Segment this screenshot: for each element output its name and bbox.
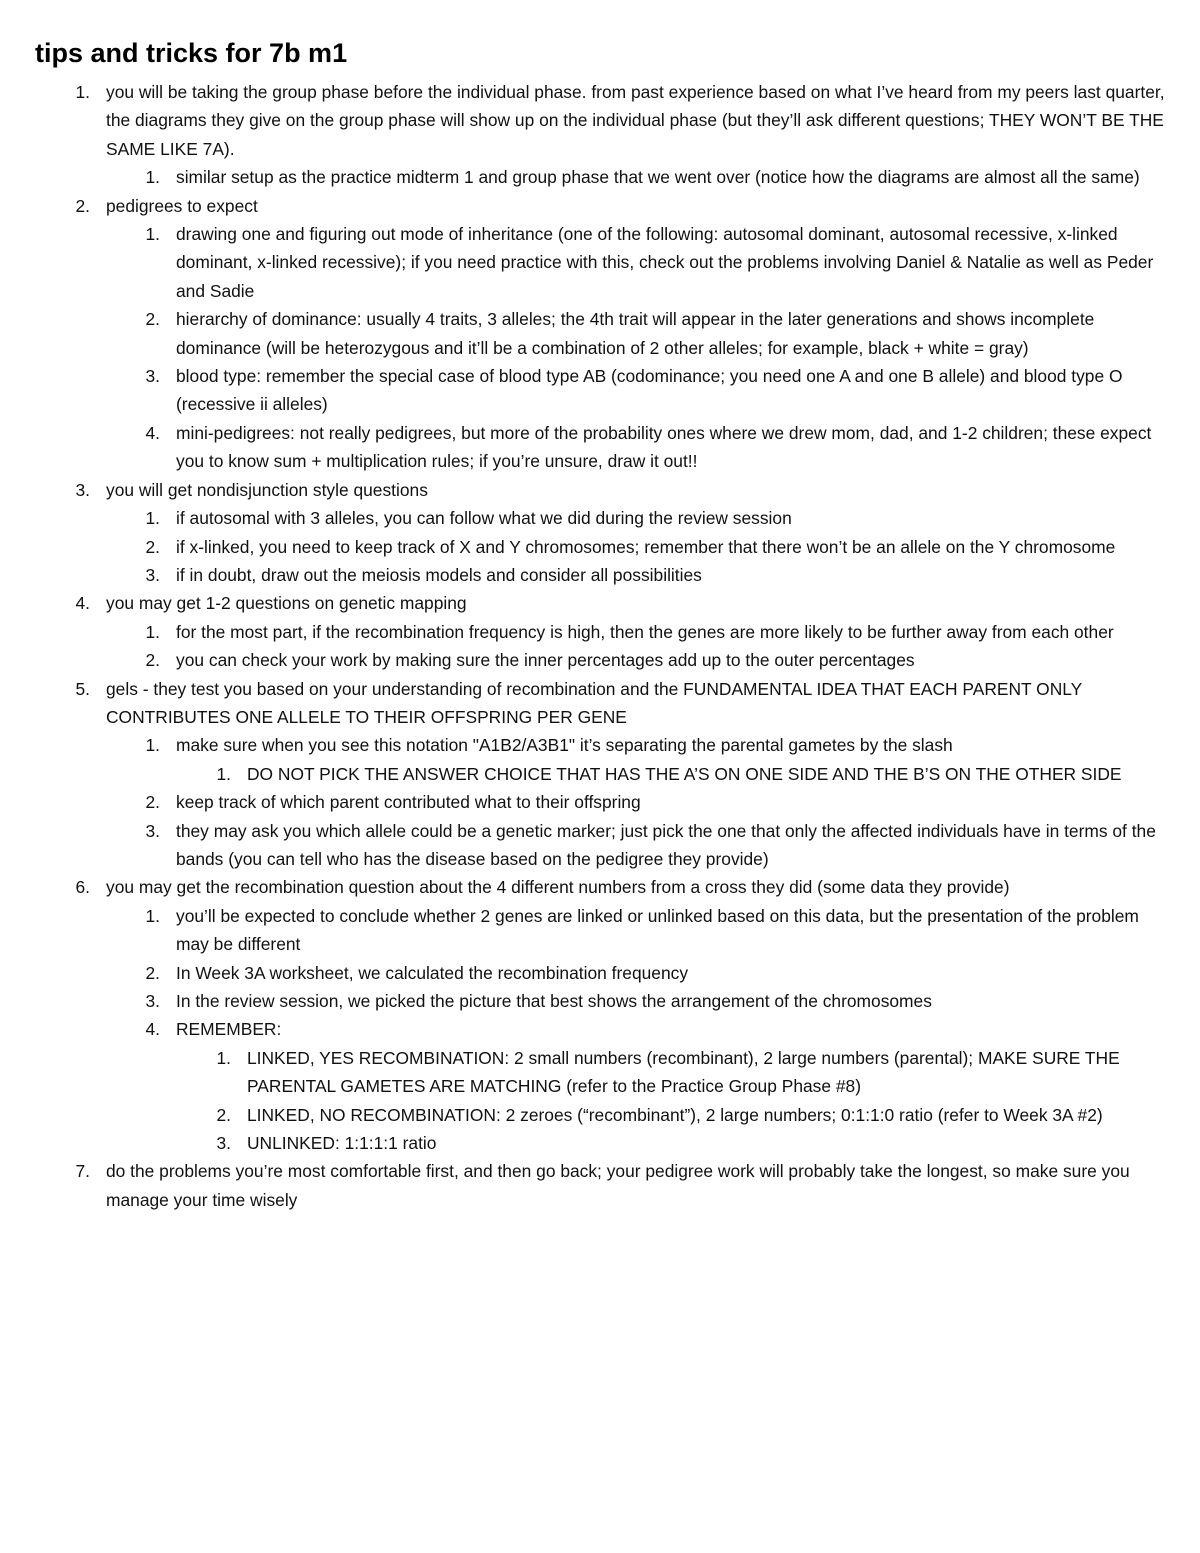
list-number: 3. [145,991,160,1011]
list-number: 1. [145,621,160,642]
list-item-text: gels - they test you based on your understanding of recombination and the FUNDAMENTAL IDEA THAT EACH PARENT ONLY CONTRIBUTES ONE ALLELE TO THEIR OFFSPRING PER GENE [106,678,1082,727]
list-item [145,817,1172,874]
tip-section-4 [75,589,1172,674]
list-item [145,731,1172,788]
list-item-text: you will be taking the group phase before the individual phase. from past experience based on what I’ve heard from my peers last quarter, the diagrams they give on the group phase will show up on the individual phase (but they’ll ask different questions; THEY WON’T BE THE SAME LIKE 7A). [106,82,1165,159]
list-item [145,902,1172,959]
list-item-text: you’ll be expected to conclude whether 2 genes are linked or unlinked based on this data, but the presentation of the problem may be different [176,905,1139,955]
list-number: 1. [216,1047,231,1068]
list-item-text: LINKED, YES RECOMBINATION: 2 small numbers (recombinant), 2 large numbers (parental); MAKE SURE THE PARENTAL GAMETES ARE MATCHING (refer to the Practice Group Phase #8) [247,1047,1120,1097]
list-item [145,959,1172,987]
list-number: 2. [75,195,90,216]
list-item [145,220,1172,305]
list-number: 1. [145,905,160,926]
list-number: 1. [216,763,231,784]
list-number: 2. [145,309,160,330]
list-number: 3. [145,564,160,585]
sub-sub-list [0,1044,1172,1158]
list-number: 3. [216,1133,231,1154]
tip-section-3 [75,476,1172,590]
tip-section-5 [75,675,1172,874]
tip-section-6 [75,873,1172,1157]
sub-list [0,618,1172,675]
list-item-text: make sure when you see this notation "A1B2/A3B1" it’s separating the parental gametes by the slash [176,735,953,756]
list-number: 3. [75,479,90,500]
list-item-text: if in doubt, draw out the meiosis models and consider all possibilities [176,564,702,585]
sub-sub-list [0,760,1172,788]
list-item-text: you may get 1-2 questions on genetic mapping [106,593,467,614]
sub-list [0,220,1172,476]
list-item-text: if autosomal with 3 alleles, you can follow what we did during the review session [176,508,792,529]
list-number: 1. [75,82,90,102]
list-item-text: you will get nondisjunction style questions [106,479,428,500]
list-item-text: UNLINKED: 1:1:1:1 ratio [247,1133,437,1154]
list-item-text: REMEMBER: [176,1019,282,1040]
list-item [145,163,1172,191]
list-item-text: In the review session, we picked the picture that best shows the arrangement of the chromosomes [176,991,932,1011]
list-item-text: hierarchy of dominance: usually 4 traits, 3 alleles; the 4th trait will appear in the later generations and shows incomplete dominance (will be heterozygous and it’ll be a combination of 2 other alleles; for example, black + white = gray) [176,309,1095,358]
list-item-text: you may get the recombination question about the 4 different numbers from a cross they did (some data they provide) [106,877,1010,898]
list-item [145,305,1172,362]
list-item [145,561,1172,589]
sub-list [0,731,1172,873]
list-number: 1. [145,508,160,529]
list-item [145,646,1172,674]
tip-section-2 [75,192,1172,476]
list-item [216,760,1172,788]
list-item-text: do the problems you’re most comfortable first, and then go back; your pedigree work will probably take the longest, so make sure you manage your time wisely [106,1161,1130,1210]
list-item-text: blood type: remember the special case of blood type AB (codominance; you need one A and one B allele) and blood type O (recessive ii alleles) [176,366,1123,415]
list-item-text: In Week 3A worksheet, we calculated the recombination frequency [176,962,689,983]
list-number: 3. [145,820,160,841]
list-item-text: similar setup as the practice midterm 1 and group phase that we went over (notice how the diagrams are almost all the same) [176,167,1140,188]
list-number: 2. [145,650,160,671]
list-item-text: for the most part, if the recombination frequency is high, then the genes are more likely to be further away from each other [176,621,1114,642]
list-number: 2. [145,962,160,983]
list-item [145,987,1172,1015]
list-number: 2. [216,1104,231,1125]
list-item-text: if x-linked, you need to keep track of X and Y chromosomes; remember that there won’t be an allele on the Y chromosome [176,536,1116,557]
tip-section-1 [75,78,1172,192]
list-item [216,1044,1172,1101]
list-item-text: LINKED, NO RECOMBINATION: 2 zeroes (“recombinant”), 2 large numbers; 0:1:1:0 ratio (refer to Week 3A #2) [247,1104,1103,1125]
list-item-text: pedigrees to expect [106,195,258,216]
page-title: tips and tricks for 7b m1 [35,38,348,68]
list-item [145,362,1172,419]
list-item [145,504,1172,532]
list-item [216,1129,1172,1157]
list-item-text: mini-pedigrees: not really pedigrees, but more of the probability ones where we drew mom, dad, and 1-2 children; these expect you to know sum + multiplication rules; if you’re unsure, draw it out!! [176,422,1152,472]
list-number: 1. [145,735,160,756]
list-number: 1. [145,167,160,188]
sub-list [0,504,1172,589]
list-item [216,1101,1172,1129]
tip-section-7 [75,1157,1172,1214]
list-number: 4. [75,593,90,614]
list-number: 6. [75,877,90,898]
list-item-text: you can check your work by making sure the inner percentages add up to the outer percentages [176,650,915,671]
sub-list [0,163,1172,191]
list-number: 2. [145,792,160,813]
list-item-text: they may ask you which allele could be a genetic marker; just pick the one that only the affected individuals have in terms of the bands (you can tell who has the disease based on the pedigree they provide) [176,820,1156,869]
list-item-text: keep track of which parent contributed what to their offspring [176,792,641,813]
sub-list [0,902,1172,1158]
tips-list [0,78,1172,1214]
list-number: 5. [75,678,90,699]
tips-list-container [0,78,1200,1214]
list-number: 4. [145,1019,160,1040]
list-number: 2. [145,536,160,557]
list-item [145,788,1172,816]
list-number: 1. [145,224,160,245]
list-number: 7. [75,1161,90,1182]
list-number: 3. [145,366,160,387]
list-item [145,618,1172,646]
list-number: 4. [145,422,160,443]
list-item [145,1015,1172,1157]
list-item-text: drawing one and figuring out mode of inheritance (one of the following: autosomal dominant, autosomal recessive, x-linked dominant, x-linked recessive); if you need practice with this, check out the problems involving Daniel & Natalie as well as Peder and Sadie [176,224,1154,301]
list-item [145,533,1172,561]
list-item-text: DO NOT PICK THE ANSWER CHOICE THAT HAS THE A’S ON ONE SIDE AND THE B’S ON THE OTHER SIDE [247,763,1122,784]
list-item [145,419,1172,476]
